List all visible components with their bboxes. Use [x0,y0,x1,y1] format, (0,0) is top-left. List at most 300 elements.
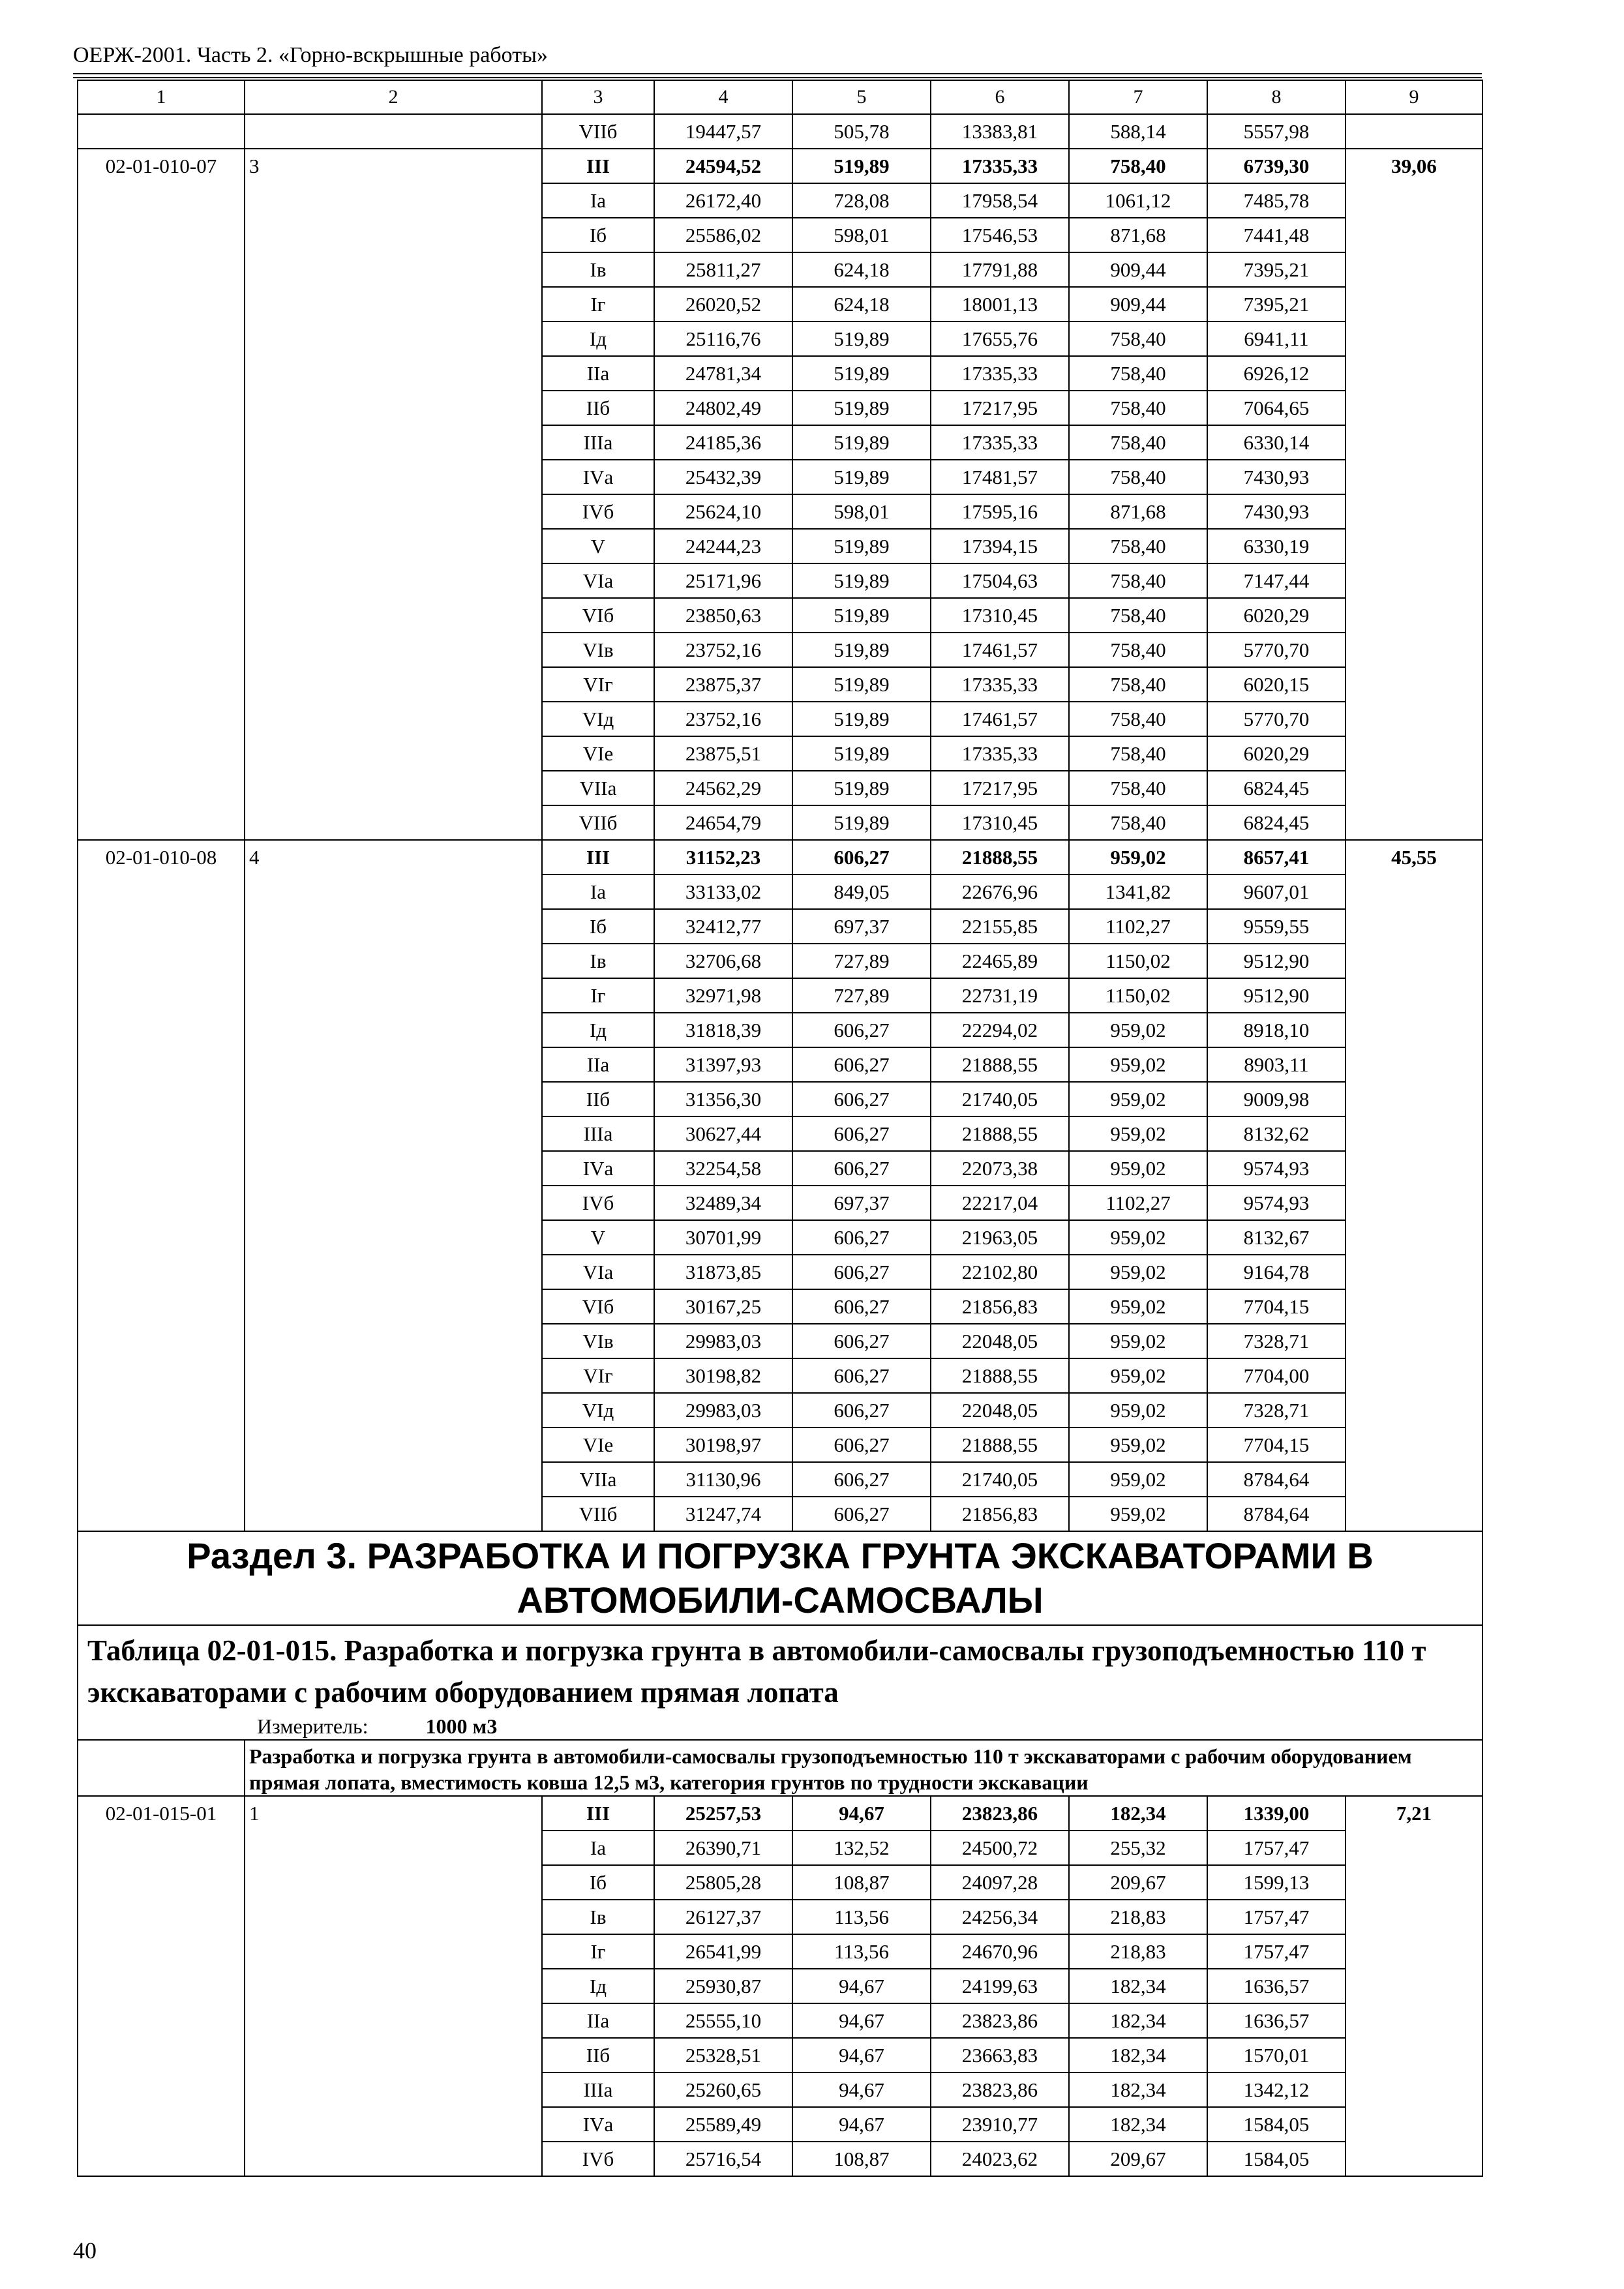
measure-value: 1000 м3 [425,1714,498,1738]
value-cell: 606,27 [792,1151,931,1186]
value-cell: 17546,53 [931,218,1069,252]
number-cell: 4 [245,840,542,875]
number-cell: 3 [245,149,542,183]
table-row [78,1289,1482,1324]
value-cell: 6926,12 [1207,356,1346,391]
number-cell [245,391,542,425]
value-cell: 6330,19 [1207,529,1346,563]
code-cell [78,1151,245,1186]
code-cell [78,1116,245,1151]
category-cell: Iг [542,978,654,1013]
value-cell: 1636,57 [1207,2003,1346,2038]
value-cell: 7430,93 [1207,494,1346,529]
category-cell: Iд [542,1013,654,1047]
code-cell [78,1047,245,1082]
value-cell: 1342,12 [1207,2072,1346,2107]
number-cell [245,494,542,529]
value-cell: 31356,30 [654,1082,792,1116]
number-cell [245,944,542,978]
table-row [78,2038,1482,2072]
value-cell: 23823,86 [931,2003,1069,2038]
value-cell: 22465,89 [931,944,1069,978]
value-cell: 6824,45 [1207,805,1346,840]
value-cell: 909,44 [1069,252,1207,287]
code-cell [78,1497,245,1531]
column-number: 3 [542,80,654,114]
last-cell [1346,529,1482,563]
value-cell: 31130,96 [654,1462,792,1497]
code-cell [78,805,245,840]
value-cell: 94,67 [792,1969,931,2003]
category-cell: Iд [542,322,654,356]
value-cell: 959,02 [1069,1358,1207,1393]
last-cell [1346,1289,1482,1324]
number-cell [245,114,542,149]
code-cell [78,1865,245,1900]
last-cell [1346,1047,1482,1082]
number-cell [245,702,542,736]
number-cell [245,978,542,1013]
value-cell: 519,89 [792,702,931,736]
value-cell: 1061,12 [1069,183,1207,218]
table-row [78,1220,1482,1255]
value-cell: 758,40 [1069,529,1207,563]
value-cell: 26020,52 [654,287,792,322]
value-cell: 17481,57 [931,460,1069,494]
code-cell [78,1393,245,1428]
category-cell: VIб [542,598,654,633]
value-cell: 21740,05 [931,1462,1069,1497]
last-cell [1346,598,1482,633]
category-cell: Iа [542,183,654,218]
value-cell: 21856,83 [931,1289,1069,1324]
code-cell [78,218,245,252]
value-cell: 94,67 [792,2038,931,2072]
value-cell: 30167,25 [654,1289,792,1324]
table-title-cell [78,1625,1482,1740]
value-cell: 23752,16 [654,633,792,667]
last-cell [1346,1013,1482,1047]
value-cell: 7704,15 [1207,1289,1346,1324]
value-cell: 519,89 [792,667,931,702]
category-cell: IVб [542,1186,654,1220]
table-row [78,1428,1482,1462]
value-cell: 5557,98 [1207,114,1346,149]
category-cell: VIа [542,1255,654,1289]
code-cell [78,702,245,736]
value-cell: 9512,90 [1207,944,1346,978]
value-cell: 32971,98 [654,978,792,1013]
value-cell: 9009,98 [1207,1082,1346,1116]
value-cell: 24562,29 [654,771,792,805]
value-cell: 606,27 [792,1047,931,1082]
value-cell: 22217,04 [931,1186,1069,1220]
table-row [78,494,1482,529]
table-row [78,1047,1482,1082]
code-cell [78,1831,245,1865]
number-cell [245,598,542,633]
last-cell [1346,218,1482,252]
value-cell: 959,02 [1069,1047,1207,1082]
value-cell: 8784,64 [1207,1462,1346,1497]
value-cell: 588,14 [1069,114,1207,149]
value-cell: 17335,33 [931,667,1069,702]
last-cell [1346,391,1482,425]
value-cell: 17655,76 [931,322,1069,356]
table-row [78,460,1482,494]
last-cell [1346,1900,1482,1934]
value-cell: 1339,00 [1207,1796,1346,1831]
table-row [78,2142,1482,2176]
number-cell [245,2142,542,2176]
value-cell: 23875,37 [654,667,792,702]
value-cell: 31247,74 [654,1497,792,1531]
code-cell [78,391,245,425]
last-cell [1346,1082,1482,1116]
value-cell: 758,40 [1069,356,1207,391]
number-cell [245,1255,542,1289]
value-cell: 758,40 [1069,425,1207,460]
value-cell: 6824,45 [1207,771,1346,805]
table-row [78,1796,1482,1831]
last-cell [1346,667,1482,702]
value-cell: 26541,99 [654,1934,792,1969]
code-cell [78,1900,245,1934]
value-cell: 23823,86 [931,2072,1069,2107]
table-row [78,2107,1482,2142]
category-cell: IVа [542,460,654,494]
value-cell: 21963,05 [931,1220,1069,1255]
table-row [78,1116,1482,1151]
code-cell [78,1969,245,2003]
last-cell [1346,736,1482,771]
value-cell: 519,89 [792,149,931,183]
value-cell: 24244,23 [654,529,792,563]
number-cell [245,1151,542,1186]
code-cell [78,2038,245,2072]
value-cell: 25805,28 [654,1865,792,1900]
table-row [78,667,1482,702]
table-row [78,2072,1482,2107]
table-row [78,529,1482,563]
number-cell [245,287,542,322]
value-cell: 1757,47 [1207,1831,1346,1865]
value-cell: 26390,71 [654,1831,792,1865]
last-cell [1346,1393,1482,1428]
number-cell [245,2003,542,2038]
value-cell: 21740,05 [931,1082,1069,1116]
value-cell: 959,02 [1069,1151,1207,1186]
value-cell: 17335,33 [931,425,1069,460]
value-cell: 598,01 [792,218,931,252]
table-row [78,1934,1482,1969]
value-cell: 7395,21 [1207,287,1346,322]
last-cell: 39,06 [1346,149,1482,183]
last-cell [1346,1151,1482,1186]
category-cell: IIб [542,2038,654,2072]
value-cell: 758,40 [1069,633,1207,667]
number-cell [245,1220,542,1255]
category-cell: Iб [542,1865,654,1900]
value-cell: 22048,05 [931,1324,1069,1358]
value-cell: 17217,95 [931,771,1069,805]
value-cell: 23875,51 [654,736,792,771]
category-cell: V [542,529,654,563]
number-cell [245,1462,542,1497]
value-cell: 17310,45 [931,805,1069,840]
last-cell [1346,978,1482,1013]
value-cell: 29983,03 [654,1393,792,1428]
category-cell: VIе [542,1428,654,1462]
last-cell [1346,2072,1482,2107]
value-cell: 25116,76 [654,322,792,356]
table-row [78,1324,1482,1358]
value-cell: 624,18 [792,252,931,287]
last-cell [1346,909,1482,944]
value-cell: 519,89 [792,736,931,771]
value-cell: 9164,78 [1207,1255,1346,1289]
value-cell: 33133,02 [654,875,792,909]
value-cell: 22073,38 [931,1151,1069,1186]
value-cell: 7395,21 [1207,252,1346,287]
value-cell: 606,27 [792,1497,931,1531]
value-cell: 606,27 [792,1462,931,1497]
value-cell: 182,34 [1069,2072,1207,2107]
code-cell [78,771,245,805]
code-cell [78,1013,245,1047]
number-cell: 1 [245,1796,542,1831]
value-cell: 959,02 [1069,1116,1207,1151]
table-row [78,633,1482,667]
value-cell: 959,02 [1069,1082,1207,1116]
description-text: Разработка и погрузка грунта в автомобили-самосвалы грузоподъемностью 110 т экскаваторами с рабочим оборудованием прямая лопата, вместимость ковша 12,5 м3, категория грунтов по трудности экскавации [245,1740,1482,1796]
value-cell: 13383,81 [931,114,1069,149]
table-row [78,1393,1482,1428]
value-cell: 32254,58 [654,1151,792,1186]
code-cell [78,1934,245,1969]
code-cell [78,633,245,667]
value-cell: 23850,63 [654,598,792,633]
category-cell: IVа [542,1151,654,1186]
value-cell: 209,67 [1069,2142,1207,2176]
value-cell: 23910,77 [931,2107,1069,2142]
number-cell [245,563,542,598]
value-cell: 17791,88 [931,252,1069,287]
table-row [78,771,1482,805]
category-cell: IIа [542,2003,654,2038]
category-cell: Iв [542,252,654,287]
value-cell: 255,32 [1069,1831,1207,1865]
code-cell [78,1462,245,1497]
code-cell [78,460,245,494]
code-cell [78,1186,245,1220]
value-cell: 21888,55 [931,1428,1069,1462]
value-cell: 1341,82 [1069,875,1207,909]
category-cell: V [542,1220,654,1255]
value-cell: 624,18 [792,287,931,322]
column-number: 8 [1207,80,1346,114]
column-number: 2 [245,80,542,114]
value-cell: 24802,49 [654,391,792,425]
value-cell: 29983,03 [654,1324,792,1358]
value-cell: 697,37 [792,909,931,944]
value-cell: 959,02 [1069,1324,1207,1358]
code-cell [78,667,245,702]
value-cell: 25257,53 [654,1796,792,1831]
value-cell: 1150,02 [1069,978,1207,1013]
value-cell: 1757,47 [1207,1900,1346,1934]
category-cell: VIIа [542,1462,654,1497]
rates-table [77,80,1483,2177]
number-cell [245,252,542,287]
last-cell [1346,633,1482,667]
table-row [78,252,1482,287]
table-row [78,1462,1482,1497]
code-cell [78,978,245,1013]
category-cell: VIIб [542,805,654,840]
last-cell: 45,55 [1346,840,1482,875]
number-cell [245,1289,542,1324]
value-cell: 519,89 [792,771,931,805]
value-cell: 32412,77 [654,909,792,944]
value-cell: 8132,67 [1207,1220,1346,1255]
value-cell: 6739,30 [1207,149,1346,183]
table-row [78,1186,1482,1220]
number-cell [245,667,542,702]
value-cell: 606,27 [792,1289,931,1324]
value-cell: 32489,34 [654,1186,792,1220]
value-cell: 30701,99 [654,1220,792,1255]
category-cell: Iб [542,909,654,944]
number-cell [245,2038,542,2072]
table-row [78,114,1482,149]
value-cell: 758,40 [1069,149,1207,183]
value-cell: 7441,48 [1207,218,1346,252]
last-cell [1346,805,1482,840]
value-cell: 5770,70 [1207,702,1346,736]
value-cell: 25432,39 [654,460,792,494]
value-cell: 519,89 [792,805,931,840]
value-cell: 31873,85 [654,1255,792,1289]
code-cell [78,2072,245,2107]
value-cell: 113,56 [792,1900,931,1934]
value-cell: 8903,11 [1207,1047,1346,1082]
table-row [78,598,1482,633]
measure-label: Измеритель: [257,1714,368,1738]
number-cell [245,875,542,909]
value-cell: 519,89 [792,322,931,356]
number-cell [245,425,542,460]
page-header: ОЕРЖ-2001. Часть 2. «Горно-вскрышные работы» [73,43,548,67]
column-number: 4 [654,80,792,114]
category-cell: Iа [542,875,654,909]
value-cell: 94,67 [792,2072,931,2107]
last-cell [1346,1358,1482,1393]
number-cell [245,2107,542,2142]
value-cell: 519,89 [792,529,931,563]
value-cell: 22676,96 [931,875,1069,909]
value-cell: 30198,97 [654,1428,792,1462]
value-cell: 727,89 [792,978,931,1013]
value-cell: 519,89 [792,460,931,494]
value-cell: 24670,96 [931,1934,1069,1969]
number-cell [245,1934,542,1969]
value-cell: 182,34 [1069,2003,1207,2038]
value-cell: 17958,54 [931,183,1069,218]
number-cell [245,805,542,840]
table-row [78,736,1482,771]
category-cell: IVб [542,494,654,529]
value-cell: 218,83 [1069,1934,1207,1969]
value-cell: 21856,83 [931,1497,1069,1531]
code-cell [78,494,245,529]
value-cell: 519,89 [792,425,931,460]
number-cell [245,633,542,667]
code-cell [78,1358,245,1393]
last-cell [1346,1116,1482,1151]
category-cell: VIе [542,736,654,771]
value-cell: 1570,01 [1207,2038,1346,2072]
column-number: 5 [792,80,931,114]
value-cell: 959,02 [1069,1255,1207,1289]
table-row [78,425,1482,460]
value-cell: 94,67 [792,2003,931,2038]
value-cell: 25716,54 [654,2142,792,2176]
category-cell: IVа [542,2107,654,2142]
category-cell: IIа [542,356,654,391]
number-cell [245,1116,542,1151]
code-cell [78,2107,245,2142]
value-cell: 113,56 [792,1934,931,1969]
last-cell [1346,944,1482,978]
description-row [78,1740,1482,1796]
value-cell: 18001,13 [931,287,1069,322]
number-cell [245,909,542,944]
value-cell: 505,78 [792,114,931,149]
code-cell [78,2003,245,2038]
code-cell [78,1324,245,1358]
table-title-row [78,1625,1482,1740]
table-row [78,805,1482,840]
column-number: 1 [78,80,245,114]
table-row [78,287,1482,322]
header-rule [73,73,1482,74]
value-cell: 519,89 [792,356,931,391]
code-cell [78,598,245,633]
value-cell: 606,27 [792,1082,931,1116]
category-cell: Iа [542,1831,654,1865]
code-cell [78,909,245,944]
value-cell: 8132,62 [1207,1116,1346,1151]
value-cell: 6020,29 [1207,736,1346,771]
last-cell: 7,21 [1346,1796,1482,1831]
table-row [78,1865,1482,1900]
value-cell: 606,27 [792,1324,931,1358]
number-cell [245,356,542,391]
table-row [78,944,1482,978]
category-cell: Iд [542,1969,654,2003]
value-cell: 24023,62 [931,2142,1069,2176]
value-cell: 606,27 [792,1116,931,1151]
category-cell: IIб [542,1082,654,1116]
value-cell: 25811,27 [654,252,792,287]
last-cell [1346,183,1482,218]
value-cell: 182,34 [1069,1969,1207,2003]
value-cell: 727,89 [792,944,931,978]
table-row [78,702,1482,736]
value-cell: 1584,05 [1207,2142,1346,2176]
code-cell [78,2142,245,2176]
